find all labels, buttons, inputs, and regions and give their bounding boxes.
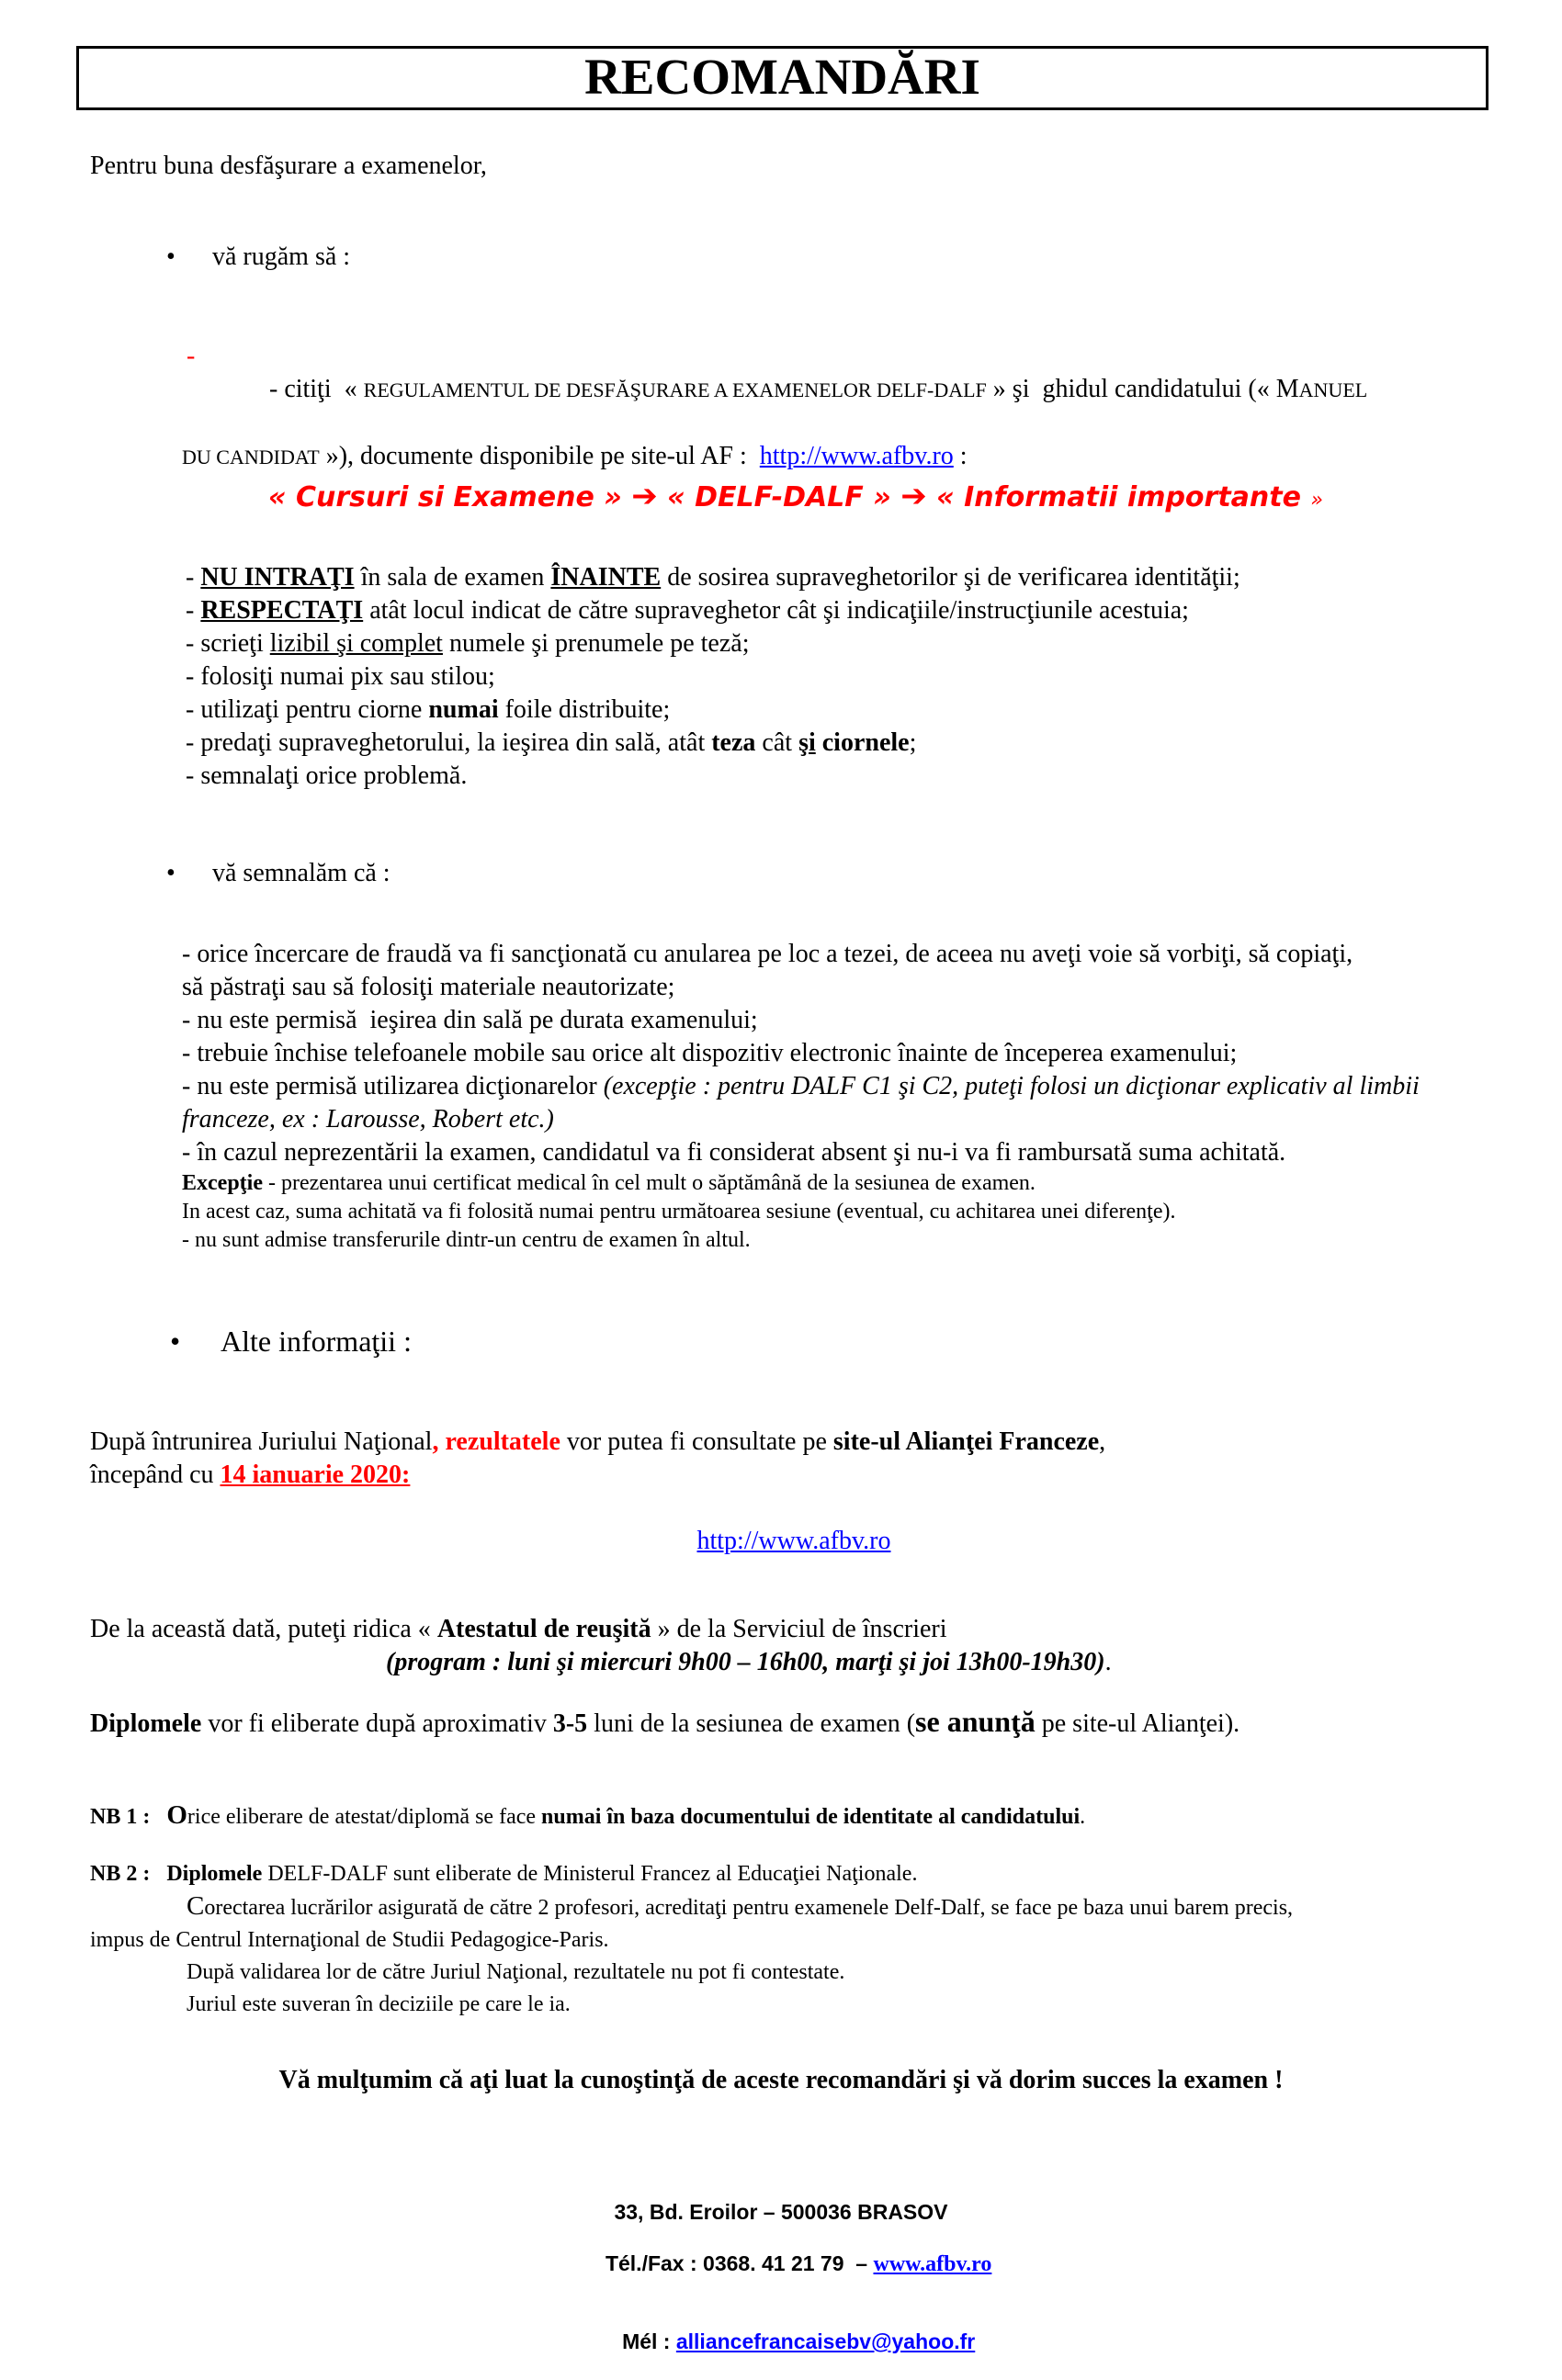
exam-rules-list — [186, 561, 1562, 793]
rule-line: - semnalaţi orice problemă. — [186, 761, 468, 790]
bullet-label: vă rugăm să : — [212, 243, 351, 271]
footer-phone-line: Tél./Fax : 0368. 41 21 79 – www.afbv.ro — [605, 2251, 992, 2276]
program-schedule-line: (program : luni şi miercuri 9h00 – 16h00, marţi şi joi 13h00-19h30). — [386, 1648, 1112, 1676]
rule-line: - predaţi supraveghetorului, la ieşirea din sală, atât teza cât şi ciornele; — [186, 728, 917, 757]
warning-line: In acest caz, suma achitată va fi folosită numai pentru următoarea sesiune (eventual, cu achitarea unei diferenţe). — [182, 1200, 1176, 1224]
afbv-hyperlink[interactable]: http://www.afbv.ro — [696, 1527, 891, 1555]
rule-line: - RESPECTAŢI atât locul indicat de către supraveghetor cât şi indicaţiile/instrucţiunile acestuia; — [186, 596, 1189, 625]
nb2-line: NB 2 : Diplomele DELF-DALF sunt eliberate de Ministerul Francez al Educaţiei Naţionale. — [90, 1862, 918, 1886]
nb2-line: Juriul este suveran în deciziile pe care le ia. — [187, 1992, 571, 2016]
warning-line: - trebuie închise telefoanele mobile sau orice alt dispozitiv electronic înainte de începerea examenului; — [182, 1039, 1238, 1067]
nb2-line: Corectarea lucrărilor asigurată de către 2 profesori, acreditaţi pentru examenele Delf-Dalf, se face pe baza unui barem precis, — [187, 1891, 1294, 1921]
bullet-alte-informatii — [141, 1280, 1562, 1402]
warnings-list — [182, 938, 1562, 1255]
warning-line: - orice încercare de fraudă va fi sancţionată cu anularea pe loc a tezei, de aceea nu aveţi voie să vorbiţi, să copiaţi, — [182, 940, 1353, 968]
results-line-2: începând cu 14 ianuarie 2020: — [90, 1461, 411, 1489]
footer-address-block — [0, 2199, 1562, 2380]
nb1-note: NB 1 : Orice eliberare de atestat/diplomă se face numai în baza documentului de identitate al candidatului. — [90, 1800, 1086, 1830]
warning-line: - nu este permisă utilizarea dicţionarelor (excepţie : pentru DALF C1 şi C2, puteţi folosi un dicţionar explicativ al limbii — [182, 1072, 1420, 1100]
warning-line: - nu sunt admise transferurile dintr-un centru de examen în altul. — [182, 1228, 751, 1252]
rule-line: - utilizaţi pentru ciorne numai foile distribuite; — [186, 695, 671, 724]
title-box — [76, 46, 1488, 110]
bullet-label: Alte informaţii : — [221, 1325, 412, 1358]
document-page — [0, 46, 1562, 2353]
footer-address: 33, Bd. Eroilor – 500036 BRASOV — [614, 2200, 948, 2224]
rule-line: - NU INTRAŢI în sala de examen ÎNAINTE de sosirea supraveghetorilor şi de verificarea identităţii; — [186, 563, 1240, 592]
warning-line: să păstraţi sau să folosiţi materiale neautorizate; — [182, 973, 675, 1001]
atestat-paragraph: De la această dată, puteţi ridica « Atestatul de reuşită » de la Serviciul de înscrieri — [90, 1615, 947, 1643]
bullet-icon: • — [166, 243, 175, 271]
warning-line: Excepţie - prezentarea unui certificat medical în cel mult o săptămână de la sesiunea de examen. — [182, 1171, 1036, 1195]
bullet-icon: • — [166, 859, 175, 887]
hyperlink[interactable]: http://www.afbv.ro — [759, 442, 954, 470]
red-dash-bullet: - — [187, 342, 196, 370]
warning-line: - în cazul neprezentării la examen, candidatul va fi considerat absent şi nu-i va fi rambursată suma achitată. — [182, 1138, 1286, 1167]
results-line-1: După întrunirea Juriului Naţional, rezultatele vor putea fi consultate pe site-ul Alianţei Franceze, — [90, 1427, 1106, 1456]
afbv-link-line — [0, 1492, 1562, 1591]
rule-line: - scrieţi lizibil şi complet numele şi prenumele pe teză; — [186, 629, 750, 658]
rule-line: - folosiţi numai pix sau stilou; — [186, 662, 495, 691]
read-rules-line-2: DU CANDIDAT »), documente disponibile pe site-ul AF : http://www.afbv.ro : — [182, 442, 968, 470]
intro-paragraph: Pentru buna desfăşurare a examenelor, — [90, 152, 487, 180]
footer-email-link[interactable]: alliancefrancaisebv@yahoo.fr — [675, 2329, 976, 2353]
warning-line: - nu este permisă ieşirea din sală pe durata examenului; — [182, 1006, 758, 1034]
site-navigation-path: « Cursuri si Examene » ➔ « DELF-DALF » ➔ « Informatii importante » — [268, 478, 1323, 514]
nb2-note — [90, 1858, 1562, 2021]
page-title: RECOMANDĂRI — [584, 49, 980, 105]
bullet-va-semnalam — [141, 824, 1562, 923]
results-paragraph — [90, 1426, 1562, 1492]
read-rules-line-1: - - citiţi « REGULAMENTUL DE DESFĂŞURARE A EXAMENELOR DELF-DALF » şi ghidul candidatului (« MANUEL — [187, 342, 1368, 403]
bullet-icon: • — [170, 1325, 181, 1358]
footer-email-line: Mél : alliancefrancaisebv@yahoo.fr — [622, 2329, 976, 2353]
footer-website-link[interactable]: www.afbv.ro — [873, 2252, 992, 2276]
nb2-line: După validarea lor de către Juriul Naţional, rezultatele nu pot fi contestate. — [187, 1960, 845, 1984]
bullet-va-rugam — [141, 208, 1562, 307]
closing-message: Vă mulţumim că aţi luat la cunoştinţă de aceste recomandări şi vă dorim succes la examen ! — [278, 2066, 1284, 2094]
warning-line: franceze, ex : Larousse, Robert etc.) — [182, 1105, 554, 1134]
read-rules-item — [182, 340, 1562, 474]
diplome-paragraph: Diplomele vor fi eliberate după aproximativ 3-5 luni de la sesiunea de examen (se anunţă pe site-ul Alianţei). — [90, 1705, 1240, 1738]
nb2-line: impus de Centrul Internaţional de Studii Pedagogice-Paris. — [90, 1928, 609, 1952]
bullet-label: vă semnalăm că : — [212, 859, 390, 887]
